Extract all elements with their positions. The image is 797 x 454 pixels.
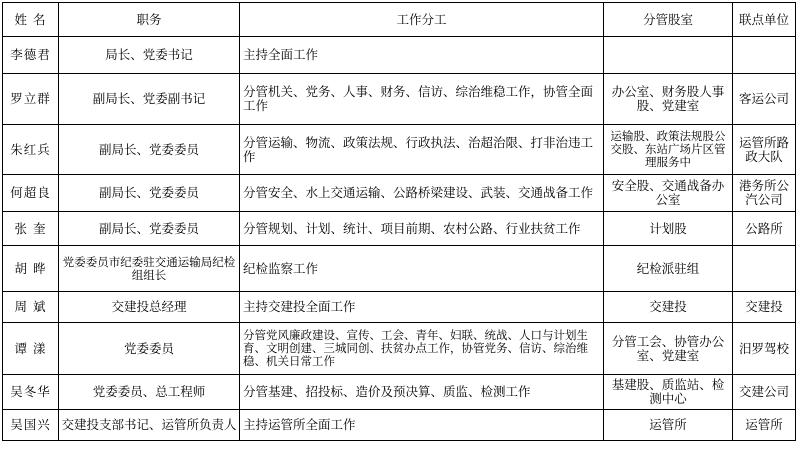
- cell-dept: 计划股: [604, 212, 733, 246]
- cell-position: 副局长、党委委员: [59, 212, 240, 246]
- header-name: 姓 名: [3, 3, 59, 37]
- table-row: [3, 292, 796, 323]
- cell-work: 分管运输、物流、政策法规、行政执法、治超治限、打非治违工作: [240, 125, 604, 175]
- cell-work: 分管规划、计划、统计、项目前期、农村公路、行业扶贫工作: [240, 212, 604, 246]
- cell-work: 主持交建投全面工作: [240, 292, 604, 323]
- cell-dept: 运输股、政策法规股公交股、东站广场片区管理服务中: [604, 125, 733, 175]
- cell-position: 党委委员、总工程师: [59, 375, 240, 410]
- cell-dept: 办公室、财务股人事股、党建室: [604, 74, 733, 125]
- cell-name: 罗立群: [3, 74, 59, 125]
- cell-position: 党委委员: [59, 323, 240, 375]
- cell-dept: 分管工会、协管办公室、党建室: [604, 323, 733, 375]
- cell-name: 谭 漾: [3, 323, 59, 375]
- table-row: [3, 125, 796, 175]
- header-unit: 联点单位: [733, 3, 796, 37]
- cell-unit: 运管所路政大队: [733, 125, 796, 175]
- cell-dept: 基建股、质监站、检测中心: [604, 375, 733, 410]
- cell-work: 分管基建、招投标、造价及预决算、质监、检测工作: [240, 375, 604, 410]
- header-work: 工作分工: [240, 3, 604, 37]
- cell-unit: 汨罗驾校: [733, 323, 796, 375]
- division-of-work-table: [2, 2, 796, 441]
- cell-position: 副局长、党委委员: [59, 175, 240, 212]
- table-row: [3, 37, 796, 74]
- cell-name: 张 奎: [3, 212, 59, 246]
- cell-unit: 交建公司: [733, 375, 796, 410]
- header-row: [3, 3, 796, 37]
- table-row: [3, 246, 796, 292]
- cell-work: 分管安全、水上交通运输、公路桥梁建设、武装、交通战备工作: [240, 175, 604, 212]
- cell-dept: 安全股、交通战备办公室: [604, 175, 733, 212]
- cell-unit: [733, 246, 796, 292]
- header-dept: 分管股室: [604, 3, 733, 37]
- cell-work: 主持运管所全面工作: [240, 410, 604, 441]
- cell-position: 交建投总经理: [59, 292, 240, 323]
- cell-unit: [733, 37, 796, 74]
- cell-unit: 运管所: [733, 410, 796, 441]
- cell-name: 胡 晔: [3, 246, 59, 292]
- cell-name: 吴国兴: [3, 410, 59, 441]
- table-row: [3, 375, 796, 410]
- table-row: [3, 175, 796, 212]
- header-position: 职务: [59, 3, 240, 37]
- cell-dept: 交建投: [604, 292, 733, 323]
- table-row: [3, 212, 796, 246]
- cell-position: 副局长、党委副书记: [59, 74, 240, 125]
- cell-name: 吴冬华: [3, 375, 59, 410]
- cell-dept: 运管所: [604, 410, 733, 441]
- cell-unit: 交建投: [733, 292, 796, 323]
- cell-name: 周 斌: [3, 292, 59, 323]
- cell-unit: 港务所公汽公司: [733, 175, 796, 212]
- cell-position: 交建投支部书记、运管所负责人: [59, 410, 240, 441]
- table-row: [3, 74, 796, 125]
- cell-name: 朱红兵: [3, 125, 59, 175]
- table-row: [3, 410, 796, 441]
- cell-name: 何超良: [3, 175, 59, 212]
- cell-dept: 纪检派驻组: [604, 246, 733, 292]
- cell-work: 分管机关、党务、人事、财务、信访、综治维稳工作，协管全面工作: [240, 74, 604, 125]
- cell-position: 副局长、党委委员: [59, 125, 240, 175]
- cell-unit: 公路所: [733, 212, 796, 246]
- table-row: [3, 323, 796, 375]
- cell-work: 分管党风廉政建设、宣传、工会、青年、妇联、统战、人口与计划生育、文明创建、三城同创、扶贫办点工作，协管党务、信访、综治维稳、机关日常工作: [240, 323, 604, 375]
- cell-unit: 客运公司: [733, 74, 796, 125]
- cell-position: 局长、党委书记: [59, 37, 240, 74]
- cell-work: 主持全面工作: [240, 37, 604, 74]
- cell-work: 纪检监察工作: [240, 246, 604, 292]
- cell-name: 李德君: [3, 37, 59, 74]
- cell-position: 党委委员市纪委驻交通运输局纪检组组长: [59, 246, 240, 292]
- cell-dept: [604, 37, 733, 74]
